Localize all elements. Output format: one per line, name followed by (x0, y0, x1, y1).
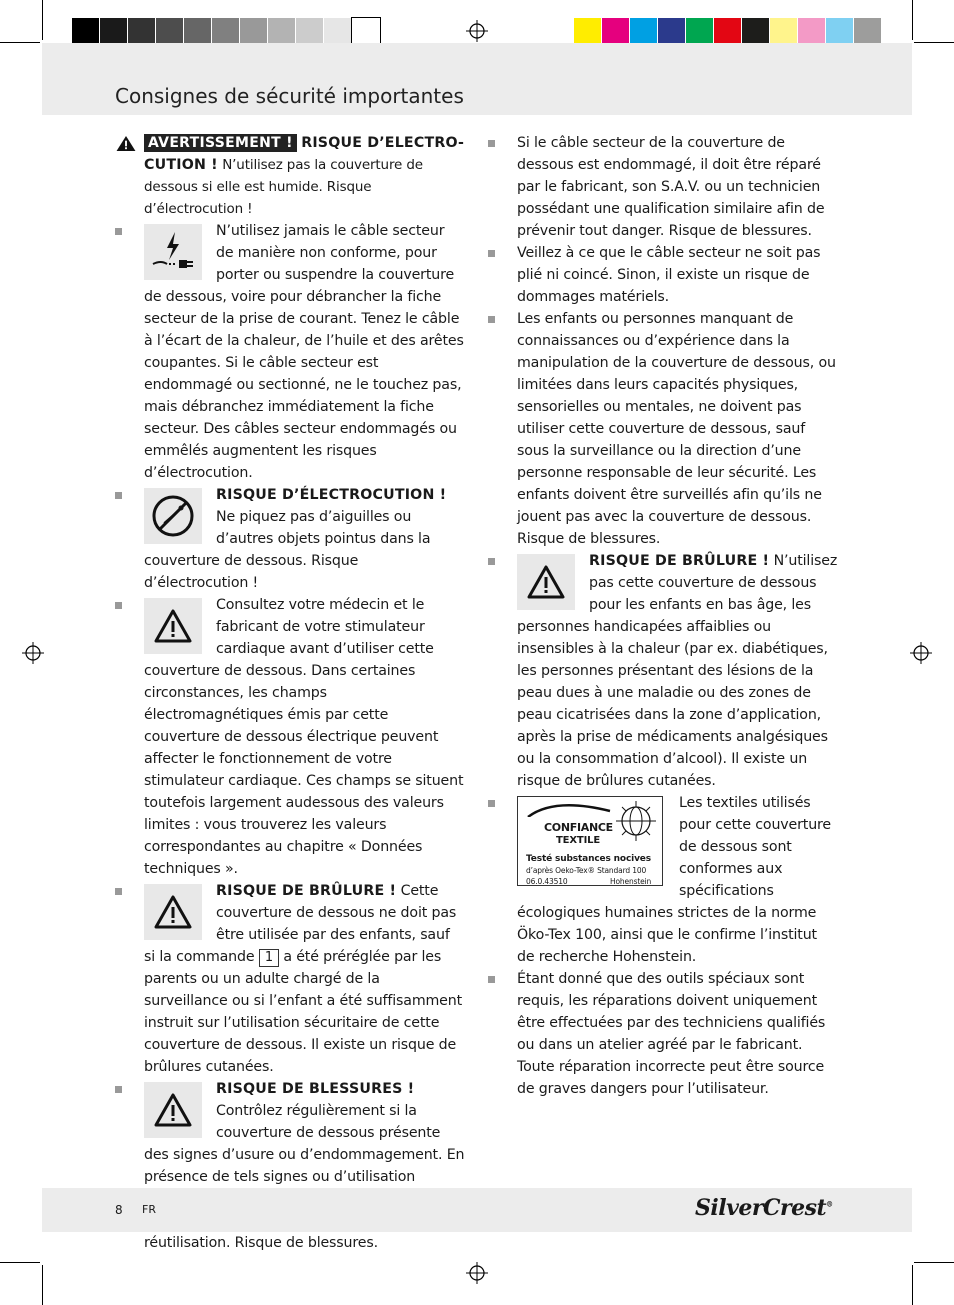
control-reference: 1 (259, 949, 279, 967)
color-swatch (714, 18, 742, 45)
silvercrest-logo (695, 1195, 833, 1221)
color-swatch (574, 18, 602, 45)
item-heading: RISQUE DE BLESSURES ! (216, 1081, 415, 1097)
warning-heading: RISQUE D’ELECTRO- (301, 135, 465, 151)
crop-mark (912, 1265, 913, 1305)
gray-color-bar (72, 18, 380, 46)
list-item (488, 308, 838, 550)
page-language: FR (142, 1203, 156, 1216)
list-item (488, 792, 838, 968)
logo-line: CONFIANCE (544, 821, 613, 834)
list-item (488, 132, 838, 242)
list-item (488, 968, 838, 1100)
warning-triangle-icon (144, 1082, 202, 1138)
item-text: Contrôlez régulièrement si la couverture de dessous présente des signes d’usure ou d’endommagement. En présence de tels signes ou d’utilisation réutilisation. Risque de blessures. (144, 1103, 465, 1251)
logo-line: d’après Oeko-Tex® Standard 100 (526, 866, 647, 875)
right-column (488, 132, 838, 1100)
item-text: N’utilisez pas cette couverture de dessous pour les enfants en bas âge, les personnes handicapées affaiblies ou insensibles à la chaleur (par ex. diabétiques, les personnes présentant des lésions de la peau dues à une maladie ou des zones de peau cicatrisées dans la zone d’application, après la prise de médicaments analgésiques ou la consommation d’alcool). Il existe un risque de brûlures cutanées. (517, 553, 838, 789)
bullet (115, 1086, 122, 1093)
crop-mark (42, 0, 43, 40)
item-heading: RISQUE DE BRÛLURE ! (589, 553, 770, 569)
bullet (115, 228, 122, 235)
item-text: Veillez à ce que le câble secteur ne soit pas plié ni coincé. Sinon, il existe un risque de dommages matériels. (517, 245, 821, 305)
warning-heading-cont: CUTION ! (144, 157, 218, 173)
brand-part: Silver (695, 1195, 763, 1221)
color-swatch (296, 18, 324, 45)
brand-part: Crest (762, 1195, 827, 1221)
item-text: N’utilisez jamais le câble secteur de manière non conforme, pour porter ou suspendre la couverture de dessous, voire pour débrancher la fiche secteur de la prise de courant. Tenez le câble à l’écart de la chaleur, de l’huile et des arêtes coupantes. Si le câble secteur est endommagé ou sectionné, ne le touchez pas, mais débranchez immédiatement la fiche secteur. Des câbles secteur endommagés ou emmêlés augmentent les risques d’électrocution. (144, 223, 464, 481)
color-swatch (742, 18, 770, 45)
page-title: Consignes de sécurité importantes (115, 84, 464, 108)
warning-item (115, 132, 465, 220)
item-text: Cette couverture de dessous ne doit pas être utilisée par des enfants, sauf si la commande (144, 883, 457, 965)
logo-line: TEXTILE (556, 835, 601, 846)
item-text: Consultez votre médecin et le fabricant de votre stimulateur cardiaque avant d’utiliser cette couverture de dessous. Dans certaines circonstances, les champs électromagnétiques émis par cette couverture de dessous électrique peuvent affecter le fonctionnement de votre stimulateur cardiaque. Ces champs se situent toutefois largement audessous des valeurs limites : vous trouverez les valeurs correspondantes au chapitre « Données techniques ». (144, 597, 464, 877)
item-text: Les textiles utilisés pour cette couverture de dessous sont conformes aux spécifications écologiques humaines strictes de la norme Öko-Tex 100, ainsi que le confirme l’institut de recherche Hohenstein. (517, 795, 831, 965)
list-item (488, 550, 838, 792)
item-heading: RISQUE D’ÉLECTROCUTION ! (216, 487, 447, 503)
color-swatch (658, 18, 686, 45)
item-text: a été préréglée par les parents ou un adulte chargé de la surveillance ou si l’enfant a été suffisamment instruit sur l’utilisation sécuritaire de cette couverture de dessous. Il existe un risque de brûlures cutanées. (144, 949, 462, 1075)
registration-mark-icon (466, 1262, 488, 1284)
color-swatch (686, 18, 714, 45)
no-needles-icon (144, 488, 202, 544)
bullet (115, 492, 122, 499)
item-text: Si le câble secteur de la couverture de dessous est endommagé, il doit être réparé par le fabricant, son S.A.V. ou un technicien possédant une qualification similaire afin de prévenir tout danger. Risque de blessures. (517, 135, 825, 239)
item-text: Les enfants ou personnes manquant de connaissances ou d’expérience dans la manipulation de la couverture de dessous, ou limitées dans leurs capacités physiques, sensorielles ou mentales, ne doivent pas utiliser cette couverture de dessous, sauf sous la surveillance ou la direction d’une personne responsable de leur sécurité. Les enfants doivent être surveillés afin qu’ils ne jouent pas avec la couverture de dessous. Risque de blessures. (517, 311, 836, 547)
warning-text: N’utilisez pas la couverture de dessous si elle est humide. Risque d’électrocution ! (144, 157, 423, 217)
left-column (115, 132, 465, 1254)
bullet (488, 250, 495, 257)
crop-mark (914, 1262, 954, 1263)
bullet (488, 140, 495, 147)
bullet (115, 888, 122, 895)
registration-mark-icon (466, 20, 488, 42)
crop-mark (912, 0, 913, 40)
logo-line: Testé substances nocives (526, 854, 651, 864)
list-item (115, 594, 465, 880)
item-heading: RISQUE DE BRÛLURE ! (216, 883, 397, 899)
bullet (488, 976, 495, 983)
color-swatch (100, 18, 128, 45)
crop-mark (42, 1265, 43, 1305)
item-text: Étant donné que des outils spéciaux sont requis, les réparations doivent uniquement être effectuées par des techniciens qualifiés ou dans un atelier agréé par le fabricant. Toute réparation incorrecte peut être source de graves dangers pour l’utilisateur. (517, 971, 826, 1097)
bullet (488, 800, 495, 807)
list-item (115, 484, 465, 594)
color-swatch (602, 18, 630, 45)
bullet (488, 316, 495, 323)
crop-mark (0, 1262, 40, 1263)
color-swatch (798, 18, 826, 45)
color-swatch (770, 18, 798, 45)
color-swatch (184, 18, 212, 45)
color-swatch (854, 18, 882, 45)
logo-code: 06.0.43510 (526, 877, 568, 886)
crop-mark (914, 42, 954, 43)
color-swatch (352, 18, 380, 45)
globe-icon (616, 801, 656, 841)
color-swatch (72, 18, 100, 45)
color-swatch (826, 18, 854, 45)
bullet (115, 602, 122, 609)
arc-icon (524, 801, 614, 817)
bullet (488, 558, 495, 565)
page-number: 8 (115, 1203, 123, 1217)
color-swatch (324, 18, 352, 45)
logo-institute: Hohenstein (610, 877, 652, 886)
warning-triangle-icon (144, 598, 202, 654)
process-color-bar (574, 18, 882, 46)
brand-mark: ® (826, 1199, 833, 1209)
warning-badge: AVERTISSEMENT ! (144, 134, 297, 152)
list-item (115, 220, 465, 484)
damaged-cable-icon (144, 224, 202, 280)
registration-mark-icon (910, 642, 932, 664)
list-item (115, 880, 465, 1078)
color-swatch (156, 18, 184, 45)
color-swatch (630, 18, 658, 45)
color-swatch (128, 18, 156, 45)
color-swatch (268, 18, 296, 45)
warning-triangle-icon (517, 554, 575, 610)
list-item (488, 242, 838, 308)
confiance-textile-logo (517, 796, 663, 886)
registration-mark-icon (22, 642, 44, 664)
warning-triangle-icon (115, 135, 137, 152)
warning-triangle-icon (144, 884, 202, 940)
color-swatch (240, 18, 268, 45)
color-swatch (212, 18, 240, 45)
crop-mark (0, 42, 40, 43)
item-text: Ne piquez pas d’aiguilles ou d’autres objets pointus dans la couverture de dessous. Risque d’électrocution ! (144, 509, 431, 591)
